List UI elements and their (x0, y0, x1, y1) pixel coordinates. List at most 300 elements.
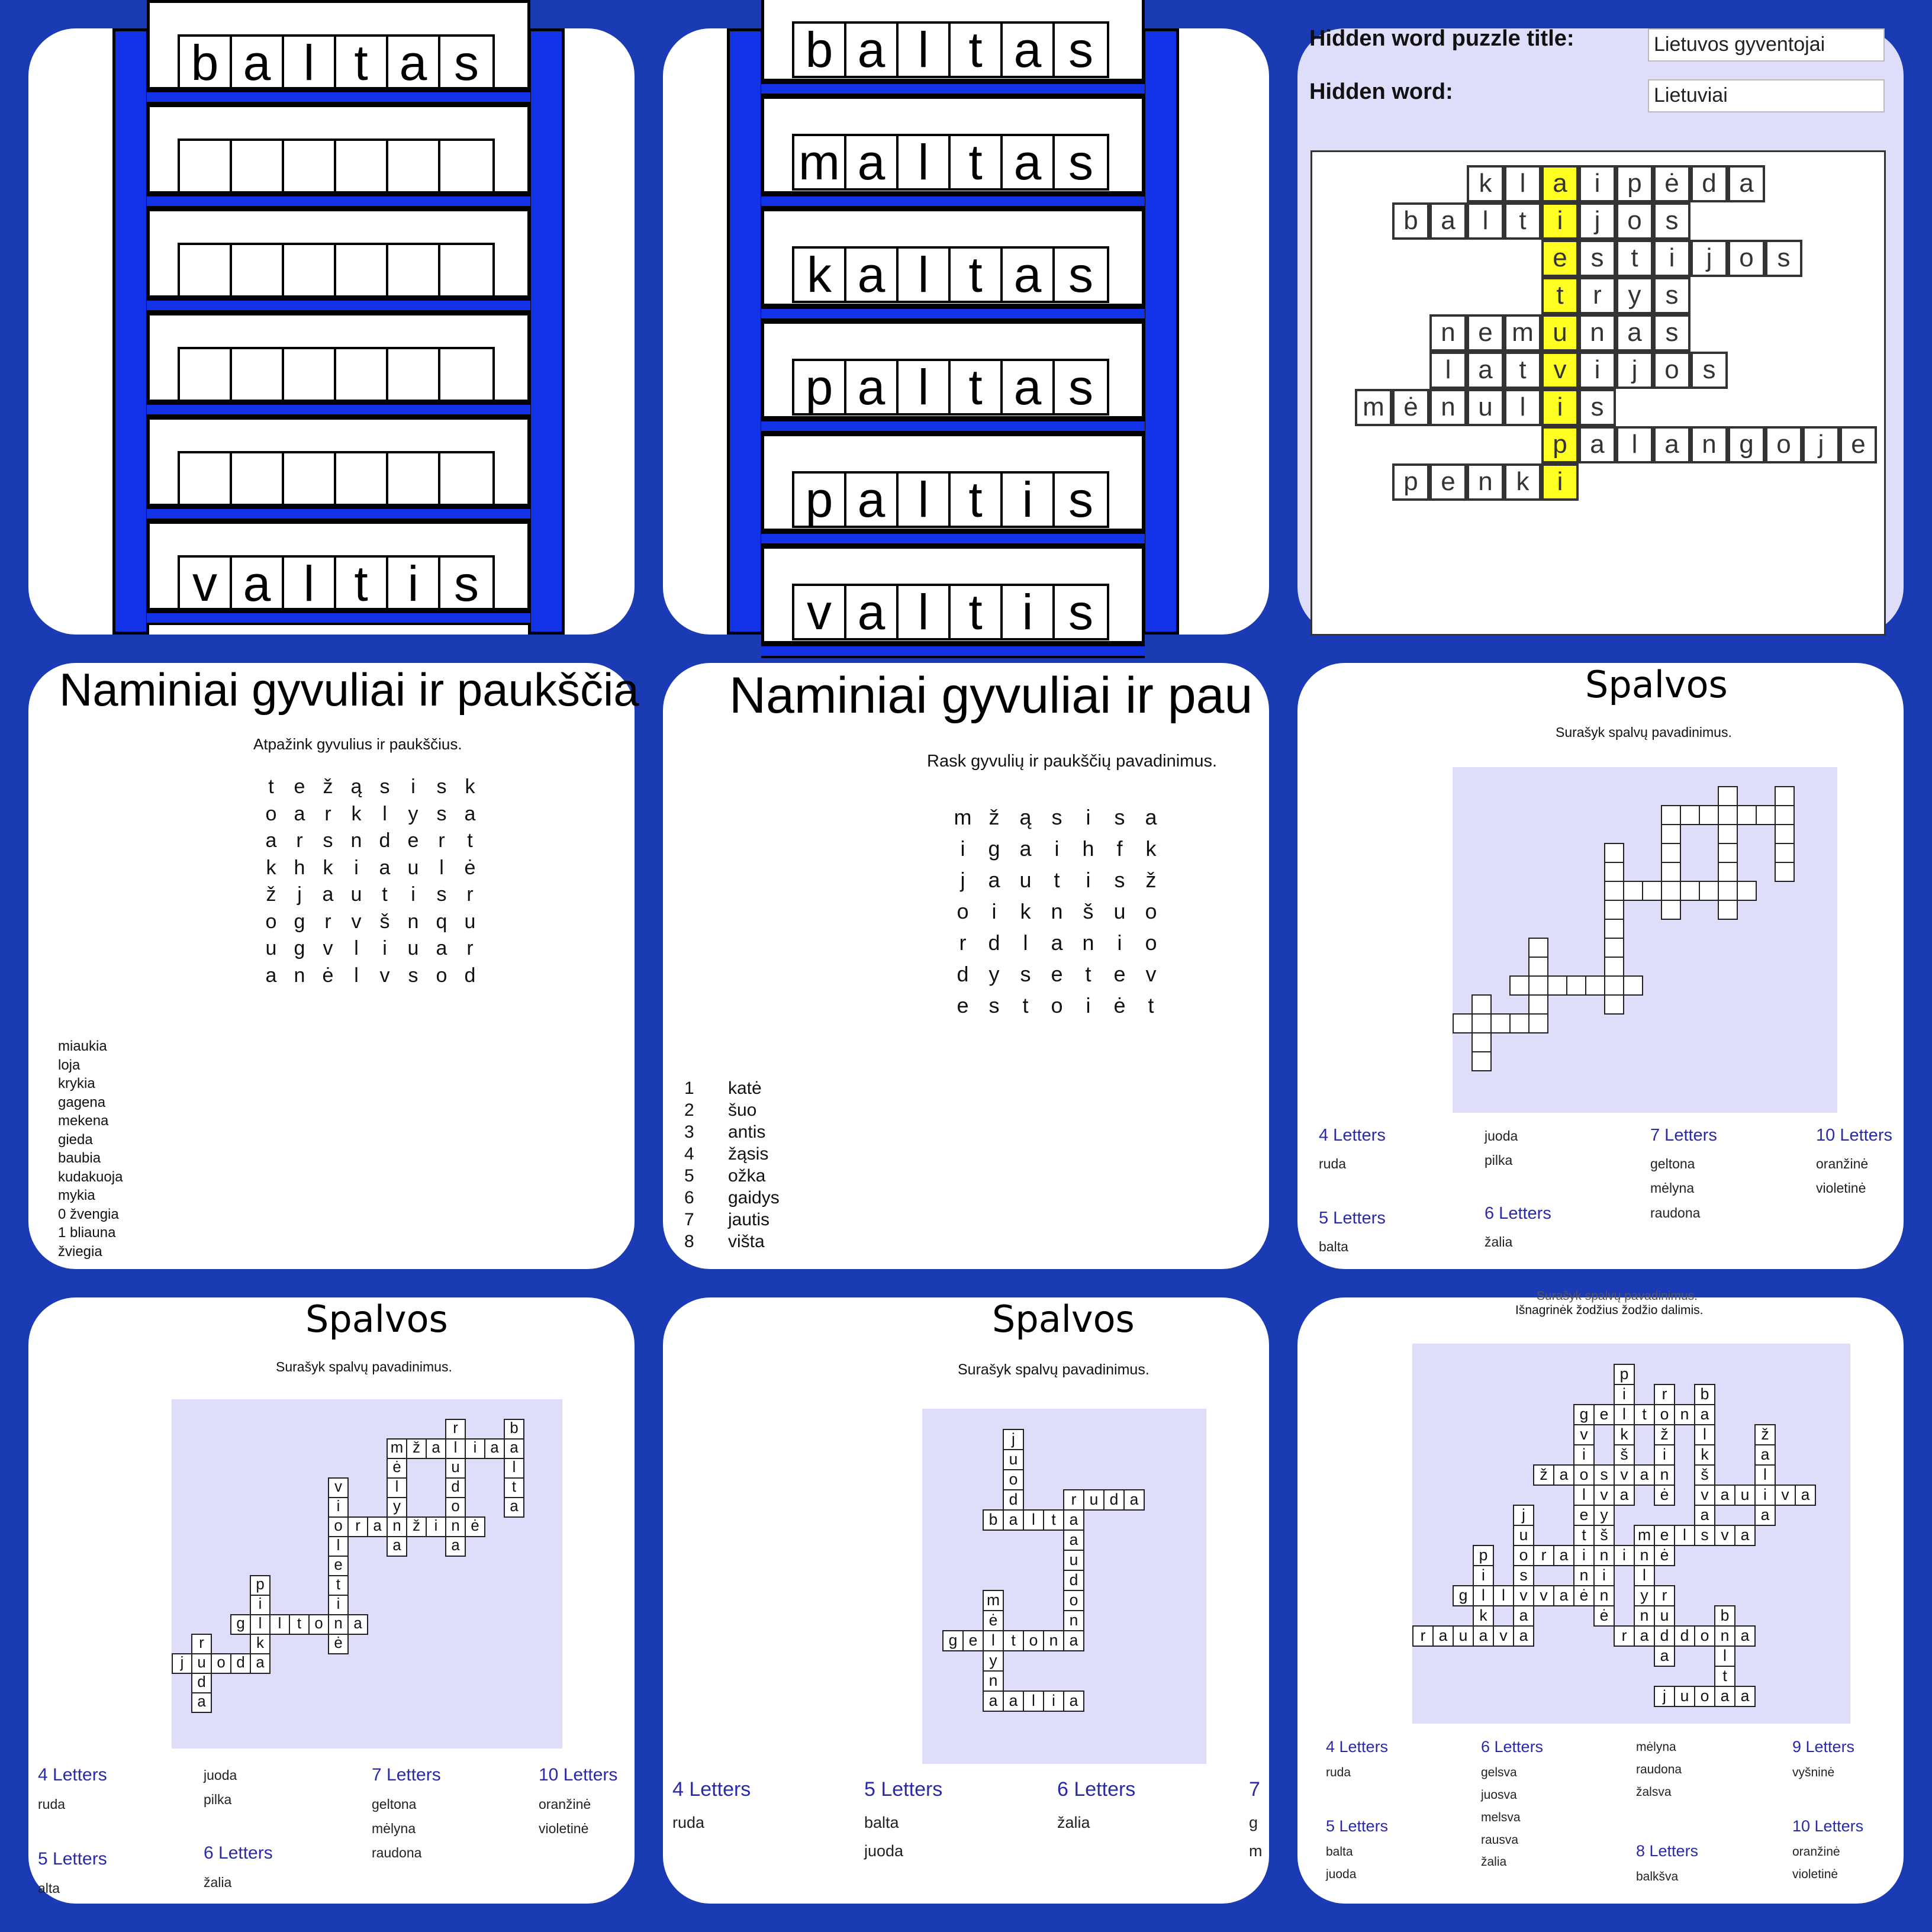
crossword-cell (1604, 900, 1624, 920)
letter: e (1113, 962, 1126, 986)
letter: s (379, 775, 390, 798)
letter-cell (336, 245, 388, 297)
grid-cell: u (1467, 389, 1504, 426)
letter-cell: i (1003, 586, 1055, 638)
crossword-cell: a (1513, 1605, 1534, 1627)
letter-cell (284, 349, 336, 401)
grid-cell: l (1504, 165, 1541, 202)
crossword-cell: o (328, 1516, 349, 1537)
grid-cell: p (1541, 426, 1579, 463)
crossword-cell: ž (1654, 1424, 1675, 1445)
crossword-cell: n (1573, 1565, 1595, 1586)
letter: u (407, 937, 419, 959)
crossword-cell: s (1593, 1464, 1615, 1486)
crossword-cell: i (1573, 1444, 1595, 1466)
letter: v (1145, 962, 1157, 986)
ladder-rung-bar (147, 90, 530, 104)
letter-cell: t (951, 24, 1003, 76)
group-heading: 6 Letters (1485, 1204, 1551, 1223)
letter-cell: b (180, 37, 232, 89)
crossword-cell (1680, 805, 1700, 825)
crossword-cell: u (1654, 1605, 1675, 1627)
letter: u (1019, 868, 1032, 892)
crossword-cell: b (983, 1509, 1004, 1531)
grid-cell: m (1504, 314, 1541, 352)
letter-cell (232, 141, 284, 193)
crossword-cell: e (1654, 1525, 1675, 1546)
crossword-cell: u (1083, 1489, 1105, 1511)
letter: a (1051, 930, 1063, 955)
grid-cell: o (1653, 352, 1690, 389)
crossword-cell: u (1003, 1449, 1024, 1470)
group-word: mėlyna (1636, 1740, 1676, 1754)
clue-item: baubia (58, 1150, 101, 1166)
crossword-cell (1737, 805, 1757, 825)
crossword-cell: i (1593, 1565, 1615, 1586)
letter: j (297, 883, 302, 906)
crossword-cell: j (1003, 1429, 1024, 1450)
group-word: melsva (1481, 1810, 1521, 1824)
crossword-cell (1718, 862, 1738, 882)
crossword-cell (1661, 900, 1681, 920)
clue-word: ožka (728, 1166, 766, 1186)
grid-cell: i (1541, 389, 1579, 426)
crossword-cell: u (191, 1653, 212, 1674)
crossword-cell: l (328, 1536, 349, 1557)
clue-word: žąsis (728, 1144, 769, 1164)
letter: o (265, 802, 277, 825)
crossword-cell: a (1694, 1404, 1715, 1425)
instruction-2: Išnagrinėk žodžius žodžio dalimis. (1515, 1303, 1704, 1317)
crossword-cell: š (1614, 1444, 1635, 1466)
crossword-cell (1775, 824, 1795, 844)
letter: ė (464, 856, 476, 879)
group-heading: 4 Letters (1326, 1738, 1389, 1756)
crossword-cell: k (1694, 1444, 1715, 1466)
letter-cell: a (1003, 249, 1055, 301)
crossword-cell: d (1103, 1489, 1125, 1511)
letter-row (257, 883, 484, 906)
group-word: gelsva (1481, 1766, 1517, 1780)
letter: s (323, 829, 333, 852)
word-cells (178, 139, 495, 195)
letter-cell (440, 453, 492, 505)
crossword-cell: p (1614, 1364, 1635, 1385)
clue-item: kudakuoja (58, 1168, 123, 1185)
group-heading: 7 (1249, 1778, 1260, 1801)
crossword-cell: l (1614, 1404, 1635, 1425)
letter: ž (988, 805, 1000, 829)
clue-list (58, 1037, 123, 1261)
letter-cell (388, 245, 440, 297)
clue-item (684, 1143, 780, 1165)
crossword-cell: i (1754, 1485, 1776, 1506)
letter: y (408, 802, 418, 825)
crossword-cell (1699, 805, 1719, 825)
grid-cell: s (1690, 352, 1728, 389)
group-word: ruda (1326, 1766, 1351, 1780)
crossword-cell: t (1714, 1666, 1735, 1687)
group-word: vyšninė (1792, 1766, 1835, 1780)
letter: g (294, 937, 305, 959)
letter-row (257, 937, 484, 960)
letter-cell: t (951, 249, 1003, 301)
group-word: žalia (1485, 1234, 1513, 1250)
crossword-cell: l (250, 1614, 271, 1635)
letter: u (350, 883, 362, 906)
letter: t (382, 883, 388, 906)
letter-cell (336, 453, 388, 505)
crossword-cell (1623, 881, 1643, 901)
letter: s (408, 964, 418, 987)
grid-cell: p (1392, 463, 1429, 501)
letter-cell (284, 453, 336, 505)
grid-cell: l (1616, 426, 1653, 463)
crossword-cell: n (1634, 1545, 1655, 1566)
ladder-rail-right (1142, 28, 1179, 635)
crossword-cell: a (1734, 1525, 1756, 1546)
word-cells (178, 347, 495, 404)
letter-cell (180, 245, 232, 297)
grid-cell: l (1504, 389, 1541, 426)
grid-cell: s (1653, 202, 1690, 240)
clue-item (684, 1121, 780, 1143)
letter-cell: v (794, 586, 846, 638)
grid-cell: a (1616, 314, 1653, 352)
letter-cell (232, 349, 284, 401)
grid-cell: d (1690, 165, 1728, 202)
word-cells (178, 555, 495, 612)
crossword-cell: a (983, 1690, 1004, 1712)
crossword-cell: a (1063, 1630, 1084, 1651)
letter-cell: s (1068, 472, 1093, 527)
crossword-cell: b (504, 1419, 524, 1440)
crossword-cell: d (1674, 1625, 1695, 1647)
grid-cell: i (1579, 165, 1616, 202)
clue-word: šuo (728, 1100, 757, 1120)
crossword-cell: a (504, 1438, 524, 1459)
crossword-cell: d (230, 1653, 251, 1674)
crossword-cell (1661, 862, 1681, 882)
grid-cell: u (1541, 314, 1579, 352)
letter-cell: a (846, 249, 899, 301)
letter-cell (336, 141, 388, 193)
letter: r (438, 829, 445, 852)
group-heading: 9 Letters (1792, 1738, 1855, 1756)
letter-cell: l (899, 474, 951, 526)
crossword-cell: l (504, 1458, 524, 1479)
crossword-cell (1528, 994, 1548, 1015)
group-heading: 10 Letters (539, 1765, 618, 1785)
letter-row (257, 829, 484, 852)
letter: s (988, 993, 1000, 1017)
group-word: violetinė (1792, 1867, 1838, 1882)
clue-item (684, 1077, 780, 1099)
crossword-board (1412, 1344, 1850, 1724)
letter: a (1145, 805, 1157, 829)
crossword-cell: p (1473, 1545, 1494, 1566)
crossword-cell: i (465, 1438, 485, 1459)
group-heading: 4 Letters (672, 1778, 751, 1801)
ladder-rung-bar (761, 82, 1145, 96)
letter: l (1023, 930, 1028, 955)
crossword-cell (1566, 975, 1586, 996)
ladder-rung-bar (147, 194, 530, 208)
letter: e (407, 829, 419, 852)
group-word: rausva (1481, 1833, 1519, 1847)
crossword-cell: a (1714, 1485, 1735, 1506)
letter: i (960, 836, 965, 861)
group-heading: 7 Letters (1650, 1126, 1717, 1145)
crossword-cell: a (1634, 1625, 1655, 1647)
hidden-word-input[interactable]: Lietuviai (1648, 79, 1885, 112)
letter-cell: s (1068, 134, 1093, 190)
crossword-cell (1775, 786, 1795, 806)
group-word: m (1249, 1842, 1263, 1860)
crossword-cell (1604, 975, 1624, 996)
clue-word: jautis (728, 1210, 770, 1229)
crossword-cell (1604, 881, 1624, 901)
letter-cell: t (336, 37, 388, 89)
letter: g (294, 910, 305, 933)
ladder-rung-bar (147, 611, 530, 625)
group-word: pilka (204, 1792, 232, 1808)
crossword-cell (1604, 919, 1624, 939)
group-word: g (1249, 1813, 1258, 1831)
crossword-cell: a (191, 1692, 212, 1713)
letter: v (379, 964, 390, 987)
letter-cell: a (1003, 361, 1055, 413)
letter: t (1054, 868, 1060, 892)
letter-cell (180, 141, 232, 193)
crossword-cell (1661, 824, 1681, 844)
crossword-cell: a (250, 1653, 271, 1674)
clue-item (684, 1209, 780, 1231)
grid-cell: i (1541, 202, 1579, 240)
clue-word: gaidys (728, 1188, 780, 1208)
clue-item: žviegia (58, 1243, 102, 1260)
group-heading: 10 Letters (1816, 1126, 1892, 1145)
letter-cell: a (1003, 136, 1055, 188)
crossword-cell: l (1473, 1585, 1494, 1606)
crossword-board (172, 1399, 562, 1749)
crossword-cell (1604, 843, 1624, 863)
group-word: oranžinė (1792, 1845, 1840, 1859)
letter: r (466, 937, 474, 959)
crossword-cell (1604, 938, 1624, 958)
letter: o (265, 910, 277, 933)
letter-cell (180, 453, 232, 505)
crossword-cell: a (1654, 1646, 1675, 1667)
crossword-cell: t (289, 1614, 310, 1635)
letter: u (265, 937, 277, 959)
grid-cell: t (1504, 202, 1541, 240)
crossword-cell: o (445, 1497, 466, 1518)
crossword-cell: k (1614, 1424, 1635, 1445)
grid-cell: l (1429, 352, 1467, 389)
group-word: oranžinė (539, 1796, 591, 1812)
grid-cell: n (1429, 389, 1467, 426)
page-subtitle: Surašyk spalvų pavadinimus. (958, 1361, 1149, 1378)
crossword-cell (1718, 843, 1738, 863)
crossword-cell: l (269, 1614, 290, 1635)
letter: n (350, 829, 362, 852)
letter: a (379, 856, 391, 879)
group-word: pilka (1485, 1152, 1513, 1168)
crossword-cell: a (347, 1614, 368, 1635)
letter: g (988, 836, 1000, 861)
grid-cell: j (1616, 352, 1653, 389)
crossword-cell: r (1614, 1625, 1635, 1647)
word-search-2-tile (663, 663, 1269, 1269)
letter-row (257, 856, 484, 880)
letter: n (1082, 930, 1094, 955)
letter: d (988, 930, 1000, 955)
letter: i (1054, 836, 1060, 861)
letter: l (354, 964, 359, 987)
group-word: ruda (38, 1796, 66, 1812)
letter: t (1148, 993, 1154, 1017)
letter: d (379, 829, 391, 852)
letter-row (947, 930, 1167, 955)
crossword-cell (1453, 1013, 1473, 1033)
letter-cell: s (1068, 359, 1093, 415)
grid-cell: r (1579, 277, 1616, 314)
crossword-cell: u (1453, 1625, 1474, 1647)
letter: s (1020, 962, 1031, 986)
clue-item (684, 1231, 780, 1252)
letter: a (436, 937, 447, 959)
clue-word: katė (728, 1078, 762, 1098)
word-cells (178, 243, 495, 300)
hidden-word-label: Hidden word: (1309, 79, 1453, 104)
crossword-cell: b (1714, 1605, 1735, 1627)
crossword-cell: a (1734, 1625, 1756, 1647)
word-ladder-empty-tile (28, 28, 635, 635)
grid-cell: s (1653, 314, 1690, 352)
crossword-cell: e (962, 1630, 984, 1651)
group-word: balta (864, 1813, 899, 1831)
group-word: raudona (1650, 1205, 1701, 1221)
crossword-cell (1699, 881, 1719, 901)
crossword-cell (1642, 881, 1662, 901)
group-heading: 6 Letters (204, 1843, 273, 1863)
crossword-cell: m (1634, 1525, 1655, 1546)
crossword-cell: e (1573, 1505, 1595, 1526)
crossword-cell (1604, 957, 1624, 977)
crossword-cell: s (1513, 1565, 1534, 1586)
crossword-cell: l (1634, 1565, 1655, 1586)
letter-cell (232, 453, 284, 505)
letter: š (1083, 899, 1094, 923)
crossword-cell (1680, 881, 1700, 901)
letter-cell: s (454, 556, 479, 611)
letter-row (257, 803, 484, 826)
crossword-cell: ž (406, 1516, 427, 1537)
crossword-cell (1509, 975, 1530, 996)
crossword-cell: ž (1533, 1464, 1554, 1486)
group-word: juoda (204, 1767, 237, 1783)
letter: š (379, 910, 390, 933)
grid-cell: t (1504, 352, 1541, 389)
group-word: alta (38, 1880, 60, 1896)
clue-item: loja (58, 1057, 80, 1073)
group-heading: 8 Letters (1636, 1842, 1699, 1860)
clue-number: 1 (684, 1078, 694, 1098)
group-heading: 5 Letters (38, 1849, 107, 1869)
crossword-cell: a (484, 1438, 505, 1459)
crossword-cell: ė (387, 1458, 407, 1479)
crossword-cell: g (1573, 1404, 1595, 1425)
letter-cell (336, 349, 388, 401)
puzzle-title-label: Hidden word puzzle title: (1309, 26, 1574, 51)
crossword-cell (1528, 957, 1548, 977)
crossword-cell: n (445, 1516, 466, 1537)
clue-item (684, 1187, 780, 1209)
clue-number: 4 (684, 1144, 694, 1164)
letter: ė (1113, 993, 1126, 1017)
letter: s (1051, 805, 1062, 829)
crossword-cell: a (1734, 1686, 1756, 1707)
grid-cell: a (1467, 352, 1504, 389)
letter-row (947, 899, 1167, 924)
group-word: žalia (1057, 1813, 1090, 1831)
letter: s (1114, 805, 1125, 829)
crossword-cell: v (328, 1477, 349, 1498)
puzzle-title-input[interactable]: Lietuvos gyventojai (1648, 28, 1885, 62)
ladder-rung-bar (761, 532, 1145, 546)
letter-cell: l (284, 558, 336, 610)
crossword-cell: a (387, 1536, 407, 1557)
grid-cell: e (1541, 240, 1579, 277)
crossword-cell: a (1553, 1585, 1574, 1606)
crossword-cell: n (1043, 1630, 1064, 1651)
crossword-cell: a (1003, 1509, 1024, 1531)
letter: u (407, 856, 419, 879)
clue-item: krykia (58, 1076, 95, 1091)
page-subtitle: Surašyk spalvų pavadinimus. (276, 1359, 452, 1374)
crossword-cell: l (1694, 1424, 1715, 1445)
letter: r (296, 829, 303, 852)
crossword-cell: ė (983, 1610, 1004, 1631)
ladder-rung-bar (761, 419, 1145, 433)
letter: s (436, 775, 447, 798)
letter: e (294, 775, 305, 798)
letter-cell: l (899, 586, 951, 638)
letter-cell: s (1068, 584, 1093, 640)
crossword-cell: š (1593, 1525, 1615, 1546)
group-word: žalia (204, 1874, 232, 1890)
crossword-cell: n (1593, 1585, 1615, 1606)
group-heading: 5 Letters (1326, 1817, 1389, 1835)
letter: o (1145, 930, 1157, 955)
crossword-cell: k (1473, 1605, 1494, 1627)
crossword-cell: i (250, 1595, 271, 1615)
crossword-cell (1528, 975, 1548, 996)
letter: u (1113, 899, 1126, 923)
crossword-cell: g (230, 1614, 251, 1635)
clue-item: mykia (58, 1187, 95, 1203)
letter: k (266, 856, 276, 879)
crossword-cell: a (504, 1497, 524, 1518)
letter: ą (1019, 805, 1032, 829)
crossword-cell (1604, 862, 1624, 882)
grid-cell: a (1579, 426, 1616, 463)
word-search-1-tile (28, 663, 639, 1269)
letter: o (957, 899, 969, 923)
word-ladder-filled-tile (663, 22, 1269, 640)
crossword-cell: u (1734, 1485, 1756, 1506)
